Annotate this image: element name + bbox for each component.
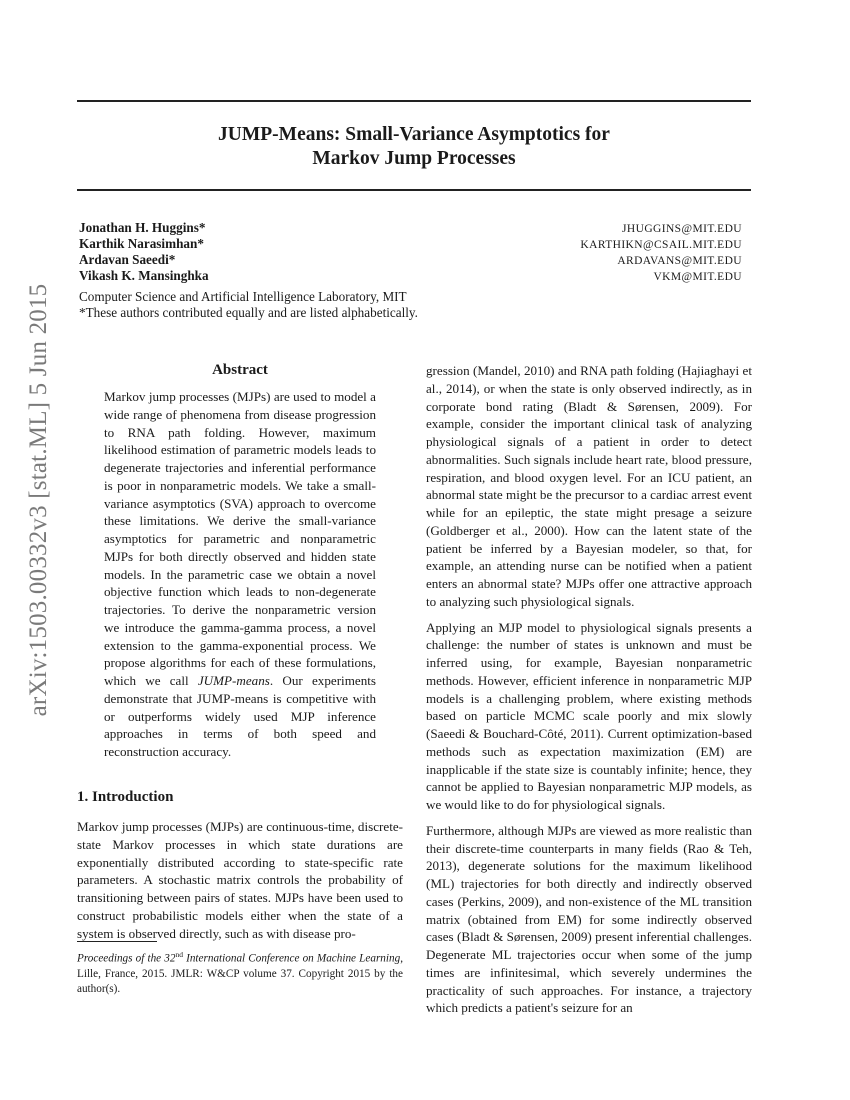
abstract-heading: Abstract [212, 362, 268, 378]
section-heading-introduction: 1. Introduction [77, 789, 174, 805]
abstract-method-name: JUMP-means [197, 673, 270, 688]
author-name: Karthik Narasimhan* [79, 236, 204, 251]
body-paragraph: gression (Mandel, 2010) and RNA path folding (Hajiaghayi et al., 2014), or when the state is only observed indirectly, as in corporate bond rating (Bladt & Sørensen, 2009). For example, consider the important clinical task of analyzing physiological signals of a patient in order to detect abnormalities. Such signals include heart rate, blood pressure, respiration, and blood oxygen level. For an ICU patient, an abnormal state might be the precursor to a cardiac arrest event while for an epileptic, the state might presage a seizure (Goldberger et al., 2000). How can the latent state of the patient be inferred by a Bayesian modeler, so that, for example, an attending nurse can be notified when a patient enters an abnormal state? MJPs offer one attractive approach to analyzing such physiological signals. [426, 363, 752, 609]
author-email: KARTHIKN@CSAIL.MIT.EDU [580, 239, 742, 251]
author-email: JHUGGINS@MIT.EDU [622, 223, 742, 235]
body-paragraph: Furthermore, although MJPs are viewed as more realistic than their discrete-time counterparts in many fields (Rao & Teh, 2013), degenerate solutions for the maximum likelihood (ML) trajectories for both directly and indirectly observed cases (Perkins, 2009), and non-existence of the ML transition matrix (obtained from EM) for some indirectly observed cases (Bladt & Sørensen, 2009) present inferential challenges. Degenerate ML trajectories occur when some of the jump times are infinitesimal, which severely undermines the practicality of such approaches. For instance, a trajectory which predicts a patient's seizure for an [426, 822, 752, 1016]
introduction-paragraph: Markov jump processes (MJPs) are continuous-time, discrete-state Markov processes in which state durations are exponentially distributed according to state-specific rate parameters. A stochastic matrix controls the probability of transitioning between pairs of states. MJPs have been used to construct probabilistic models either when the state of a system is observed directly, such as with disease pro- [77, 819, 403, 941]
footnote-conference-name: International Conference on Machine Learning [182, 952, 401, 965]
author-email: VKM@MIT.EDU [653, 271, 742, 283]
abstract-body [104, 388, 376, 761]
author-name: Jonathan H. Huggins* [79, 220, 206, 235]
arxiv-sidebar [0, 0, 70, 1100]
affiliation: Computer Science and Artificial Intelligence Laboratory, MIT [79, 289, 407, 304]
abstract-text: Markov jump processes (MJPs) are used to model a wide range of phenomena from disease progression to RNA path folding. However, maximum likelihood estimation of parametric models leads to degenerate trajectories and inferential performance is poor in nonparametric models. We take a small-variance asymptotics (SVA) approach to overcome these limitations. We derive the small-variance asymptotics for parametric and nonparametric MJPs for both directly observed and hidden state models. In the parametric case we obtain a novel objective function which leads to non-degenerate trajectories. To derive the nonparametric version we introduce the gamma-gamma process, a novel extension to the gamma-exponential process. We propose algorithms for each of these formulations, which we call [104, 389, 376, 688]
footnote-rule [77, 941, 157, 942]
author-name: Vikash K. Mansinghka [79, 268, 209, 283]
paper-title-line-1: JUMP-Means: Small-Variance Asymptotics for [218, 124, 610, 145]
author-email: ARDAVANS@MIT.EDU [617, 255, 742, 267]
equal-contribution-note: *These authors contributed equally and are listed alphabetically. [79, 305, 418, 320]
proceedings-footnote [77, 947, 403, 997]
footnote-text: , Lille, France, 2015. JMLR: W&CP volume 37. Copyright 2015 by the author(s). [77, 952, 403, 996]
paper-title-line-2: Markov Jump Processes [312, 148, 516, 169]
author-name: Ardavan Saeedi* [79, 252, 176, 267]
title-rule-top [77, 100, 751, 102]
abstract-text-end: . Our experiments demonstrate that JUMP-means is competitive with or outperforms widely used MJP inference approaches in terms of both speed and reconstruction accuracy. [104, 673, 376, 759]
arxiv-identifier: arXiv:1503.00332v3 [stat.ML] 5 Jun 2015 [25, 283, 52, 717]
right-column [426, 362, 752, 1025]
footnote-ordinal-suffix: nd [175, 950, 183, 959]
body-paragraph: Applying an MJP model to physiological signals presents a challenge: the number of states is unknown and must be inferred using, for example, Bayesian nonparametric methods. However, efficient inference in nonparametric MJP models is a challenging problem, where existing methods based on particle MCMC scale poorly and mix slowly (Saeedi & Bouchard-Côté, 2011). Current optimization-based methods such as expectation maximization (EM) are inapplicable if the state size is countably infinite; hence, they cannot be applied to Bayesian nonparametric MJP models, as we would like to do for physiological signals. [426, 619, 752, 812]
title-rule-bottom [77, 189, 751, 191]
footnote-proceedings-prefix: Proceedings of the 32 [77, 952, 176, 965]
